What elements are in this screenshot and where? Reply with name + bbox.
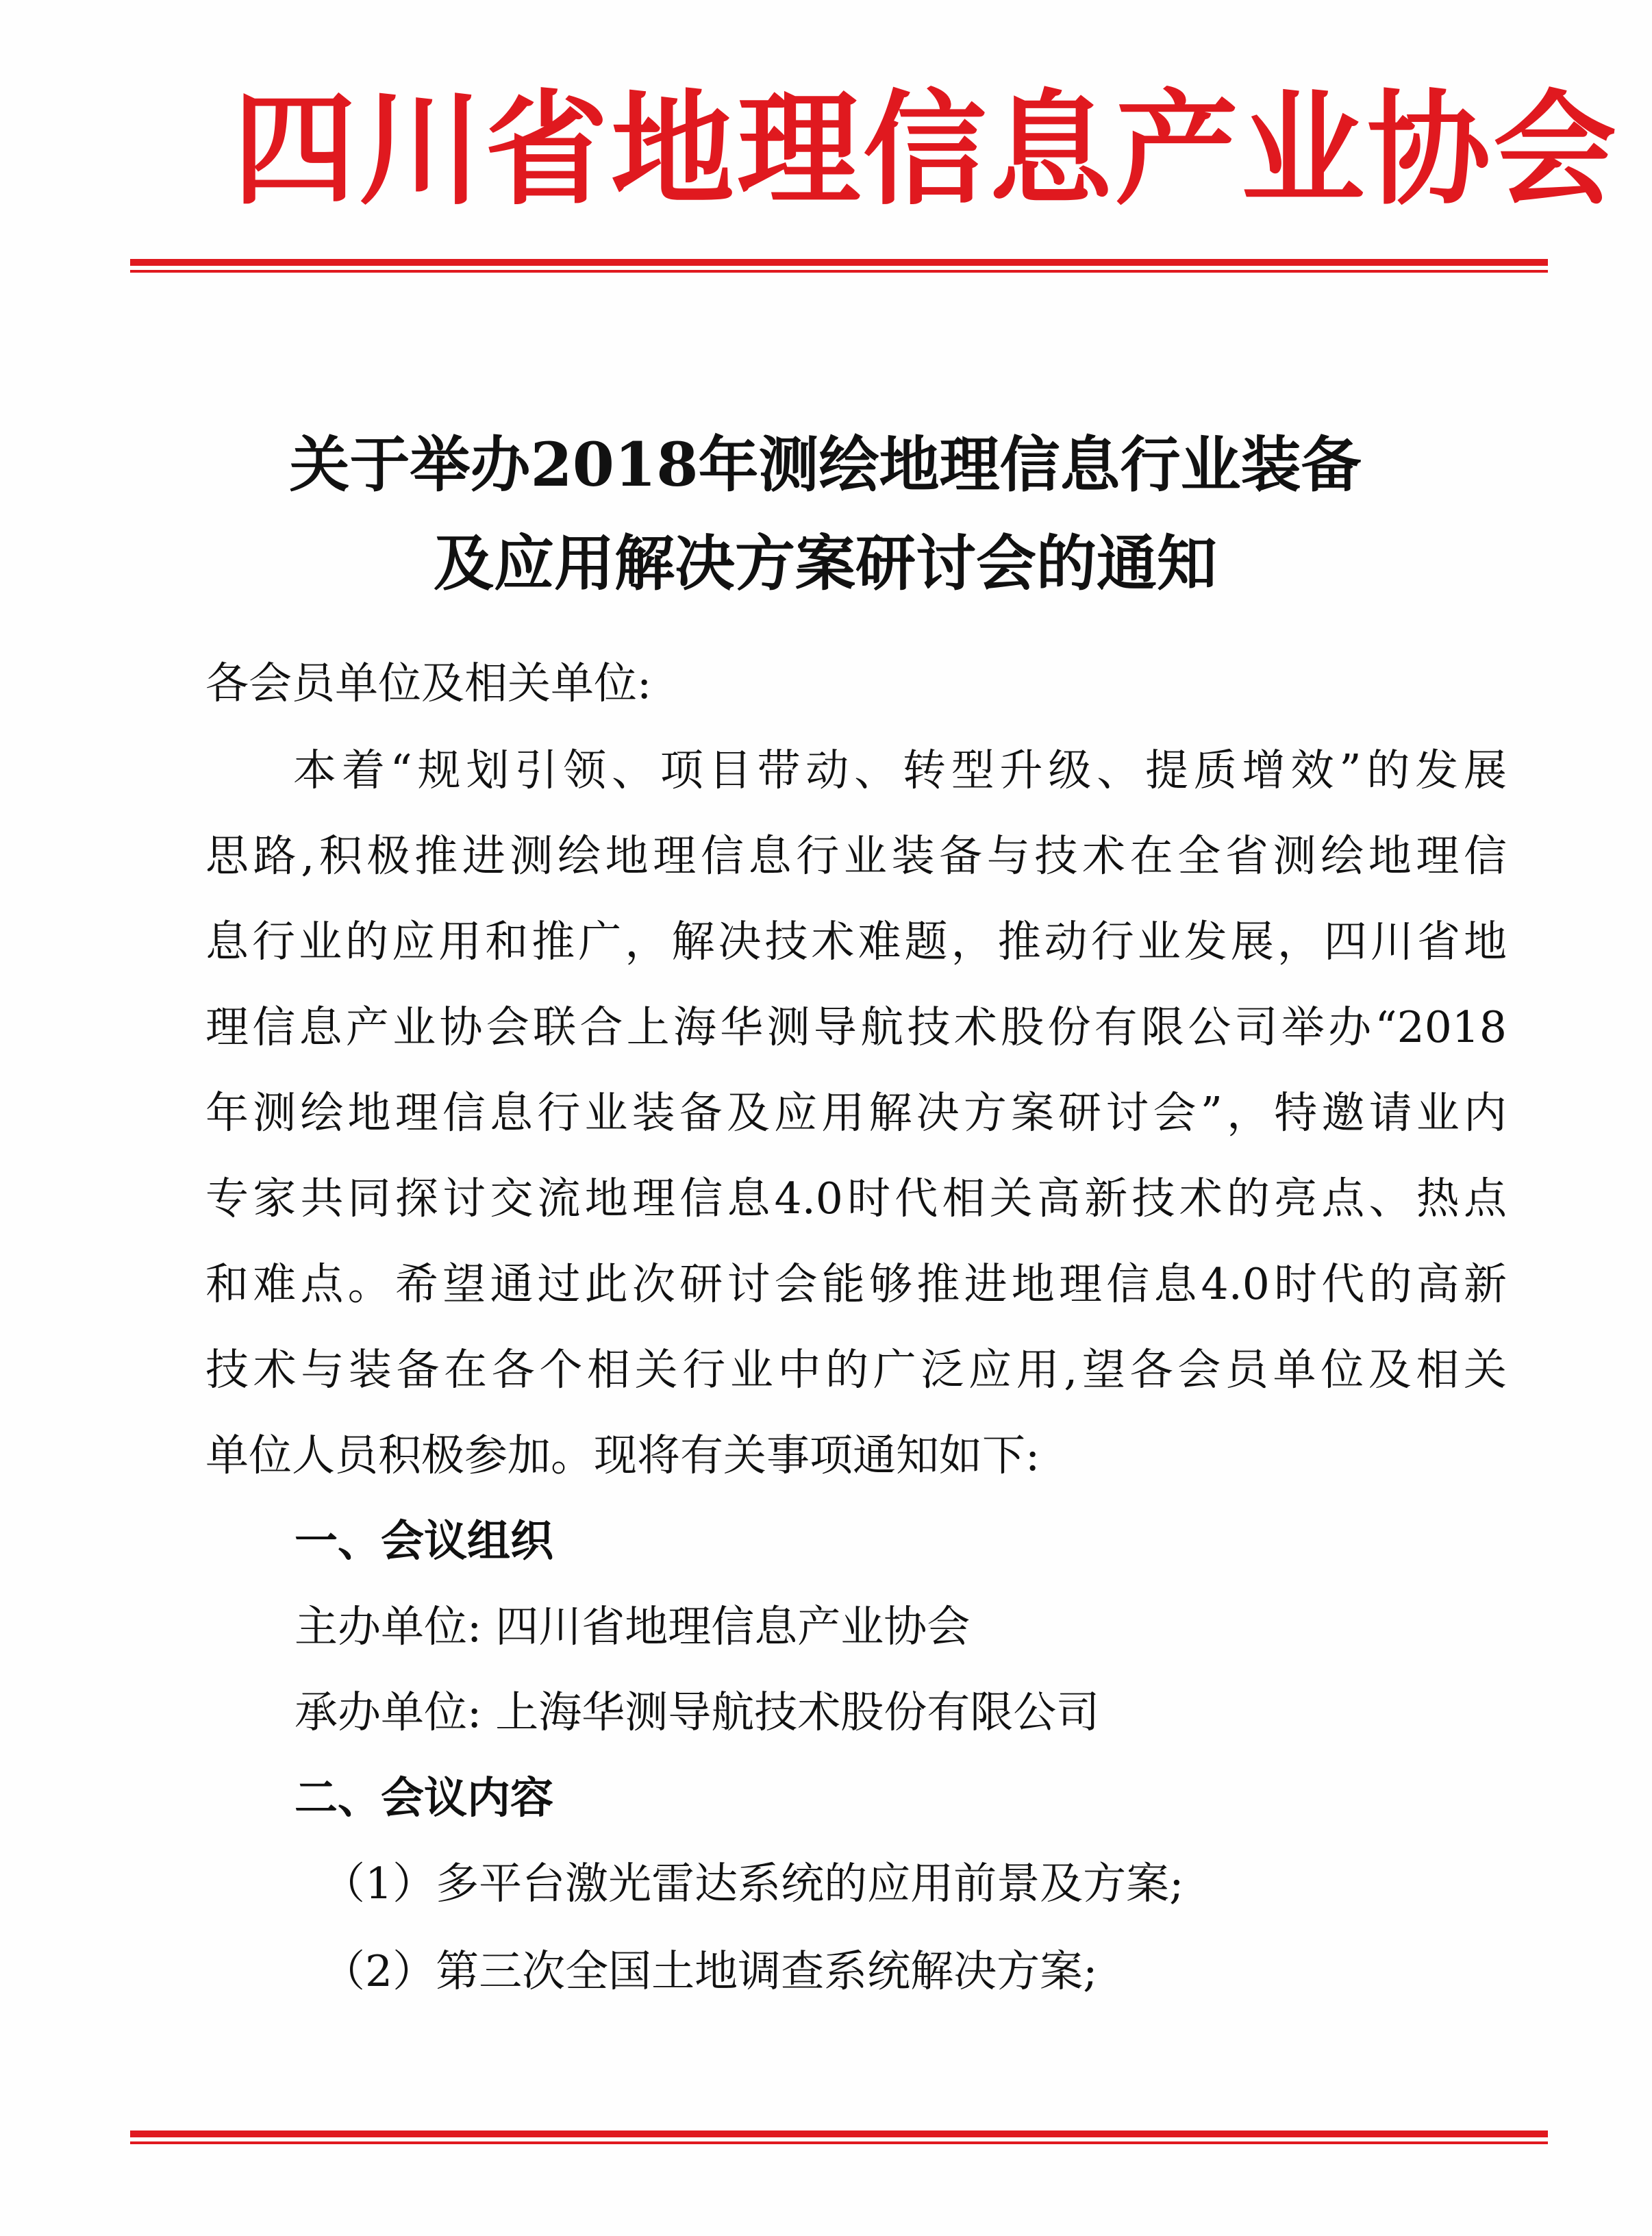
body-paragraph-line: 年测绘地理信息行业装备及应用解决方案研讨会”，特邀请业内	[205, 1088, 1507, 1138]
body-paragraph-line: 技术与装备在各个相关行业中的广泛应用,望各会员单位及相关	[205, 1345, 1507, 1395]
body-paragraph-line: 本着“规划引领、项目带动、转型升级、提质增效”的发展	[293, 745, 1507, 795]
letterhead-organization-name: 四川省地理信息产业协会	[233, 79, 1620, 222]
body-paragraph-line: 息行业的应用和推广，解决技术难题，推动行业发展，四川省地	[205, 917, 1507, 967]
content-list-item: （1）多平台激光雷达系统的应用前景及方案;	[322, 1859, 1184, 1909]
rule-thin-line	[130, 2141, 1548, 2144]
organizer-unit-line: 承办单位: 上海华测导航技术股份有限公司	[295, 1687, 1100, 1737]
rule-thick-line	[130, 2131, 1548, 2137]
rule-thick-line	[130, 259, 1548, 266]
section-heading-organization: 一、会议组织	[295, 1516, 553, 1566]
footer-red-rule	[130, 2131, 1548, 2144]
notice-title-line-1: 关于举办2018年测绘地理信息行业装备	[289, 429, 1362, 500]
body-paragraph-line: 单位人员积极参加。现将有关事项通知如下:	[205, 1430, 1040, 1480]
section-heading-content: 二、会议内容	[295, 1773, 553, 1823]
notice-title-line-2: 及应用解决方案研讨会的通知	[433, 527, 1217, 599]
content-list-item: （2）第三次全国土地调查系统解决方案;	[322, 1946, 1098, 1996]
body-paragraph-line: 和难点。希望通过此次研讨会能够推进地理信息4.0时代的高新	[205, 1259, 1507, 1309]
host-unit-line: 主办单位: 四川省地理信息产业协会	[295, 1602, 971, 1652]
salutation: 各会员单位及相关单位:	[205, 658, 652, 708]
rule-thin-line	[130, 270, 1548, 273]
body-paragraph-line: 思路,积极推进测绘地理信息行业装备与技术在全省测绘地理信	[205, 831, 1507, 881]
letterhead-red-rule	[130, 259, 1548, 273]
body-paragraph-line: 专家共同探讨交流地理信息4.0时代相关高新技术的亮点、热点	[205, 1173, 1507, 1223]
body-paragraph-line: 理信息产业协会联合上海华测导航技术股份有限公司举办“2018	[205, 1002, 1507, 1052]
